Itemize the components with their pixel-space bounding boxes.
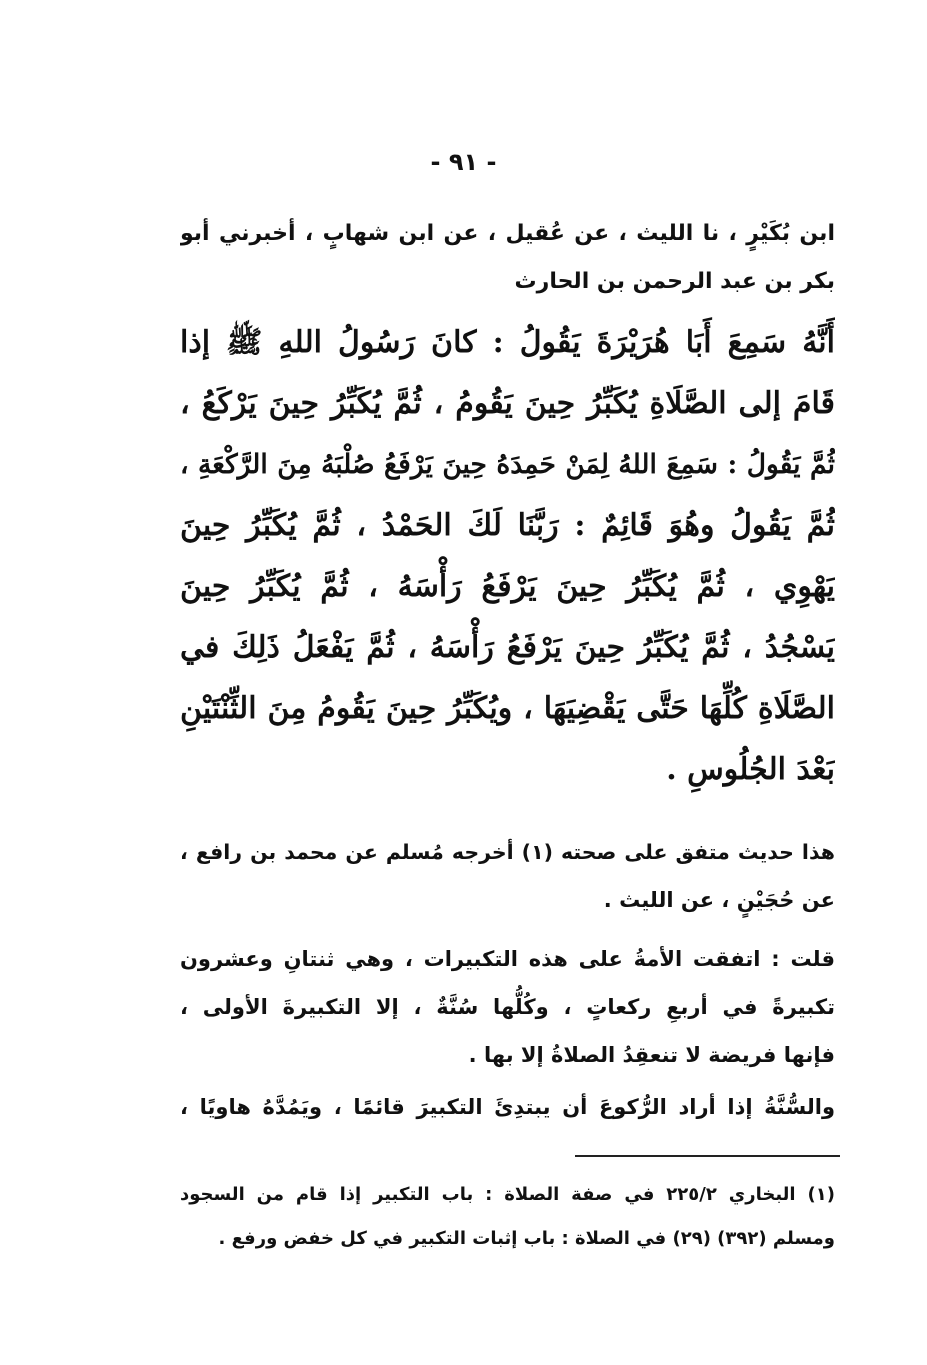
hadith-line: ثُمَّ يَقُولُ : سَمِعَ اللهُ لِمَنْ حَمِدَهُ حِينَ يَرْفَعُ صُلْبَهُ مِنَ الرَّكْعَةِ ، xyxy=(180,449,835,480)
commentary-line: قلت : اتفقت الأمةُ على هذه التكبيرات ، وهي ثنتانِ وعشرون xyxy=(180,947,835,971)
hadith-line: بَعْدَ الجُلُوسِ . xyxy=(666,752,835,787)
footnote-line: ومسلم (٣٩٢) (٢٩) في الصلاة : باب إثبات التكبير في كل خفض ورفع . xyxy=(218,1228,835,1249)
hadith-line: قَامَ إلى الصَّلَاةِ يُكَبِّرُ حِينَ يَقُومُ ، ثُمَّ يُكَبِّرُ حِينَ يَرْكَعُ ، xyxy=(180,386,835,421)
sunnah-paragraph xyxy=(180,1083,835,1131)
footnote-line: (١) البخاري ٢٢٥/٢ في صفة الصلاة : باب التكبير إذا قام من السجود xyxy=(180,1184,835,1205)
footnote-divider xyxy=(575,1155,840,1157)
isnad-line: بكر بن عبد الرحمن بن الحارث xyxy=(514,269,835,294)
takhrij-line: هذا حديث متفق على صحته (١) أخرجه مُسلم عن محمد بن رافع ، xyxy=(180,840,835,864)
isnad-line: ابن بُكَيْرٍ ، نا الليث ، عن عُقيل ، عن ابن شهابٍ ، أخبرني أبو xyxy=(180,221,835,246)
commentary-line: تكبيرةً في أربعِ ركعاتٍ ، وكُلُّها سُنَّةٌ ، إلا التكبيرةَ الأولى ، xyxy=(180,995,835,1019)
commentary-paragraph xyxy=(180,935,835,1079)
isnad-chain xyxy=(180,210,835,306)
commentary-line: فإنها فريضة لا تنعقِدُ الصلاةُ إلا بها . xyxy=(468,1043,835,1067)
hadith-text xyxy=(180,312,835,800)
sunnah-line: والسُّنَّةُ إذا أراد الرُّكوعَ أن يبتدِئَ التكبيرَ قائمًا ، ويَمُدَّهُ هاويًا ، xyxy=(180,1095,835,1119)
hadith-line: يَهْوِي ، ثُمَّ يُكَبِّرُ حِينَ يَرْفَعُ رَأْسَهُ ، ثُمَّ يُكَبِّرُ حِينَ xyxy=(180,569,835,604)
takhrij-paragraph xyxy=(180,828,835,924)
hadith-line: أَنَّهُ سَمِعَ أَبَا هُرَيْرَةَ يَقُولُ : كانَ رَسُولُ اللهِ ﷺ إذا xyxy=(180,325,835,360)
footnotes xyxy=(180,1173,835,1261)
hadith-line: يَسْجُدُ ، ثُمَّ يُكَبِّرُ حِينَ يَرْفَعُ رَأْسَهُ ، ثُمَّ يَفْعَلُ ذَلِكَ في xyxy=(180,630,835,665)
takhrij-line: عن حُجَيْنٍ ، عن الليث . xyxy=(603,888,835,912)
hadith-line: ثُمَّ يَقُولُ وهُوَ قَائِمٌ : رَبَّنَا لَكَ الحَمْدُ ، ثُمَّ يُكَبِّرُ حِينَ xyxy=(180,508,835,543)
hadith-line: الصَّلَاةِ كُلِّهَا حَتَّى يَقْضِيَهَا ، ويُكَبِّرُ حِينَ يَقُومُ مِنَ الثِّنْتَيْنِ xyxy=(180,691,835,726)
page-number: - ٩١ - xyxy=(430,148,497,176)
